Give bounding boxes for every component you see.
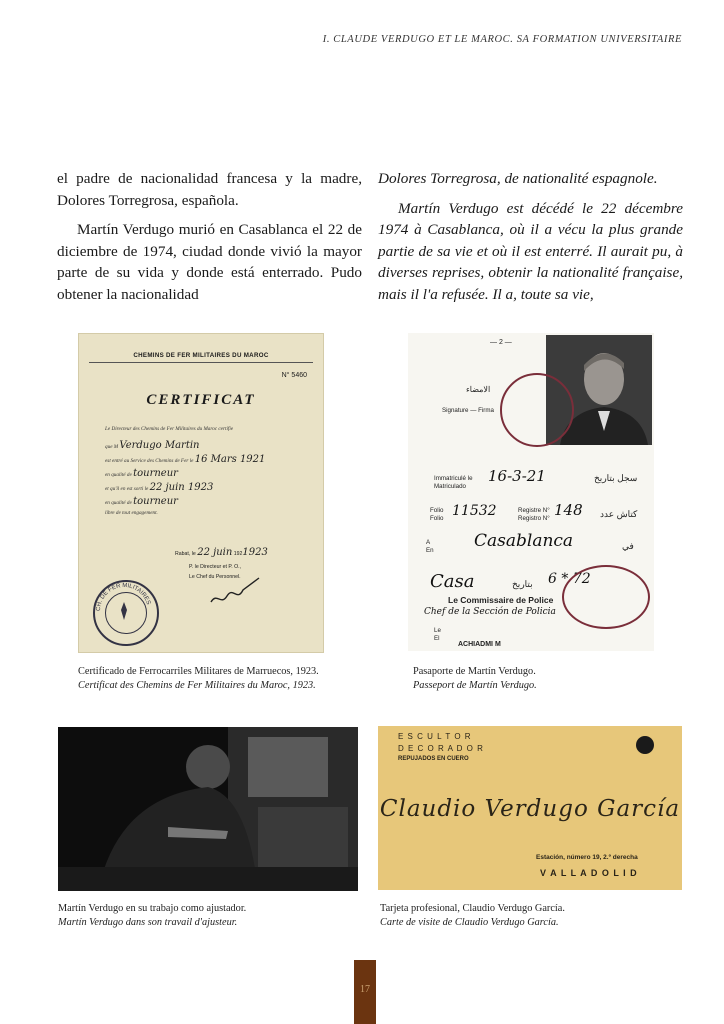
certificate-signatory: Le Chef du Personnel. [189, 574, 241, 580]
running-header: I. CLAUDE VERDUGO ET LE MAROC. SA FORMATION UNIVERSITAIRE [322, 34, 682, 45]
handwritten-place: Casa [430, 571, 475, 592]
arabic-book-number: كتاش عدد [600, 509, 638, 519]
handwritten-city: Casablanca [474, 531, 574, 551]
commissaire-label: Le Commissaire de Police [448, 595, 554, 605]
handwritten-role-2: tourneur [133, 496, 178, 507]
certificate-line: en qualité de tourneur [105, 496, 178, 507]
a-label: A [426, 539, 431, 546]
certificate-place-date: Rabat, le 22 juin 1921923 [175, 547, 268, 558]
certificate-number: N° 5460 [281, 372, 307, 379]
workshop-caption: Martín Verdugo en su trabajo como ajustador. Martín Verdugo dans son travail d'ajusteur. [58, 903, 247, 928]
arabic-signature: الامضاء [466, 385, 491, 394]
chef-label: Chef de la Sección de Policia [424, 607, 556, 617]
folio-label: Folio [430, 515, 444, 522]
card-city: V A L L A D O L I D [540, 868, 638, 878]
stamp-text [93, 580, 155, 642]
certificate-line: Le Directeur des Chemins de Fer Militaires du Maroc certifie [105, 426, 234, 432]
certificate-signatory: P. le Directeur et P. O., [189, 564, 241, 570]
immatricule-label: Immatriculé le [434, 475, 473, 482]
paragraph: Martín Verdugo murió en Casablanca el 22 de diciembre de 1974, ciudad donde vivió la mayor parte de su vida y donde está enterrado. Pudo obtener la nacionalidad [57, 221, 362, 303]
handwritten-name: Verdugo Martin [119, 440, 200, 451]
card-specialty: REPUJADOS EN CUERO [398, 756, 469, 762]
registro-label: Registro N° [518, 515, 550, 522]
arabic-registration-date: سجل بتاريخ [594, 473, 638, 483]
handwritten-folio: 11532 [452, 503, 497, 519]
certificate-line: en qualité de tourneur [105, 468, 178, 479]
handwritten-entry-date: 16 Mars 1921 [194, 454, 266, 465]
passport-image [408, 333, 654, 651]
arabic-date-2: بتاريخ [512, 579, 533, 589]
card-hole [636, 736, 654, 754]
bottom-stamp: ACHIADMI M [458, 641, 501, 648]
paragraph: Dolores Torregrosa, de nationalité espagnole. [378, 170, 658, 187]
folio-label: Folio [430, 507, 444, 514]
card-address: Estación, número 19, 2.º derecha [536, 854, 638, 861]
certificate-caption: Certificado de Ferrocarriles Militares de Marruecos, 1923. Certificat des Chemins de Fer Militaires du Maroc, 1923. [78, 666, 319, 691]
workshop-photo [58, 727, 358, 891]
handwritten-registre: 148 [554, 501, 583, 519]
business-card-image [378, 726, 682, 890]
spanish-column [57, 168, 362, 314]
passport-page-number: — 2 — [490, 339, 512, 346]
workshop-scene [58, 727, 358, 891]
certificate-line: que M Verdugo Martin [105, 440, 200, 451]
handwritten-role: tourneur [133, 468, 178, 479]
signature-scribble [207, 572, 267, 612]
paragraph: el padre de nacionalidad francesa y la madre, Dolores Torregrosa, española. [57, 170, 362, 209]
page-number: 17 [354, 960, 376, 1024]
certificate-image [78, 333, 324, 653]
card-profession: D E C O R A D O R [398, 744, 484, 753]
rule [89, 362, 313, 363]
paragraph: Martín Verdugo est décédé le 22 décembre 1974 à Casablanca, où il a vécu la plus grande partie de sa vie et où il est enterré. Il aurait pu, à diverses reprises, obtenir la nationalité française, mais il l'a refusée. Il a, toute sa vie, [378, 199, 683, 303]
certificate-title: CERTIFICAT [146, 392, 256, 408]
registre-label: Registre N° [518, 507, 550, 514]
certificate-line: libre de tout engagement. [105, 510, 158, 516]
el-label: El [434, 635, 440, 642]
certificate-line: est entré au Service des Chemins de Fer le 16 Mars 1921 [105, 454, 266, 465]
certificate-header: CHEMINS DE FER MILITAIRES DU MAROC [133, 352, 269, 359]
passport-caption: Pasaporte de Martín Verdugo. Passeport de Martín Verdugo. [413, 666, 537, 691]
handwritten-date-2: 6 * 72 [548, 571, 591, 587]
police-stamp [500, 373, 574, 447]
en-label: En [426, 547, 434, 554]
card-caption: Tarjeta profesional, Claudio Verdugo García. Carte de visite de Claudio Verdugo García. [380, 903, 565, 928]
le-label: Le [434, 627, 441, 634]
certificate-line: et qu'il en est sorti le 22 juin 1923 [105, 482, 214, 493]
railway-stamp [93, 580, 159, 646]
svg-text:CH. DE FER MILITAIRES: CH. DE FER MILITAIRES [95, 582, 152, 612]
handwritten-date: 16-3-21 [488, 467, 546, 485]
card-profession: E S C U L T O R [398, 732, 472, 741]
arabic-in: في [622, 541, 634, 551]
handwritten-exit-date: 22 juin 1923 [149, 482, 214, 493]
police-stamp-2 [562, 565, 650, 629]
signature-label: Signature — Firma [442, 407, 494, 414]
card-name: Claudio Verdugo García [379, 796, 681, 822]
matriculado-label: Matriculado [434, 483, 466, 490]
french-column [378, 168, 683, 314]
